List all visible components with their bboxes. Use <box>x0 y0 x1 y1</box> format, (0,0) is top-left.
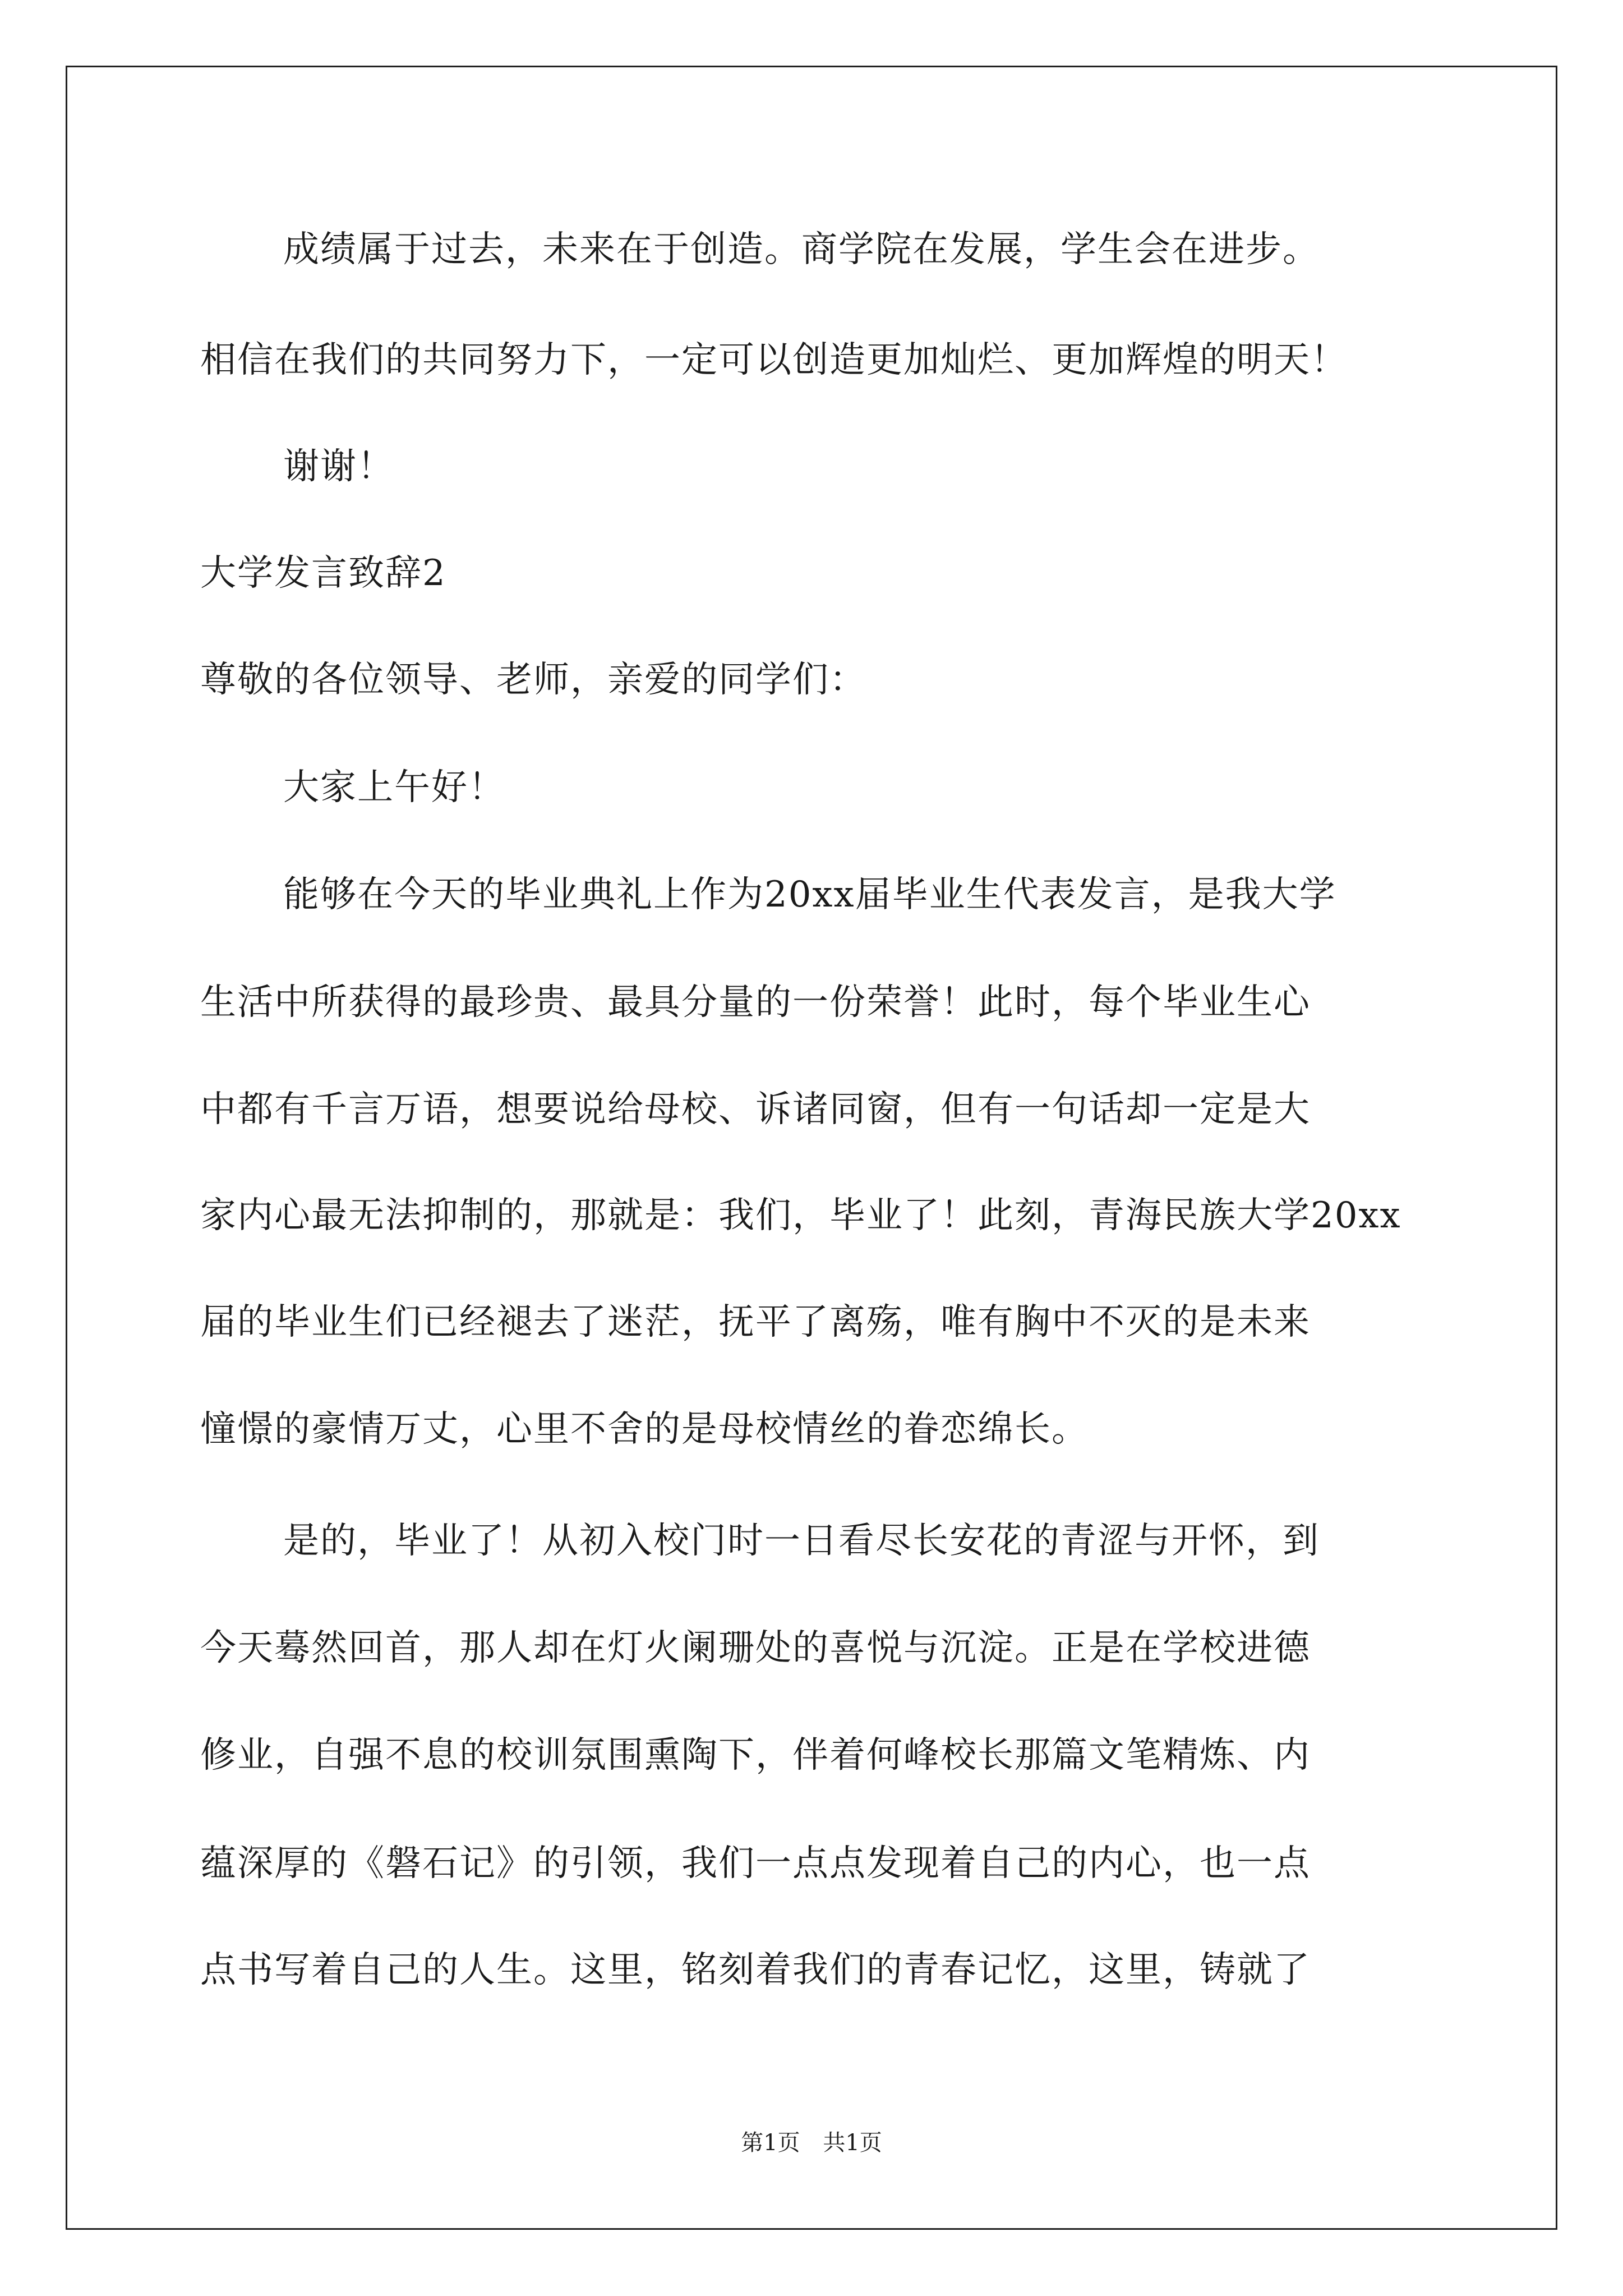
paragraph-line: 点书写着自己的人生。这里，铭刻着我们的青春记忆，这里，铸就了 <box>200 1949 1311 1991</box>
paragraph-line: 修业，自强不息的校训氛围熏陶下，伴着何峰校长那篇文笔精炼、内 <box>200 1734 1311 1776</box>
paragraph-line: 憧憬的豪情万丈，心里不舍的是母校情丝的眷恋绵长。 <box>200 1409 1089 1450</box>
paragraph-line: 相信在我们的共同努力下，一定可以创造更加灿烂、更加辉煌的明天！ <box>200 339 1348 381</box>
page-footer <box>0 2132 1623 2154</box>
salutation: 尊敬的各位领导、老师，亲爱的同学们： <box>200 659 866 701</box>
page-number-current: 第1页 <box>741 2130 800 2156</box>
page-number-total: 共1页 <box>823 2130 882 2156</box>
paragraph-line: 生活中所获得的最珍贵、最具分量的一份荣誉！此时，每个毕业生心 <box>200 982 1311 1023</box>
paragraph-line: 蕴深厚的《磐石记》的引领，我们一点点发现着自己的内心，也一点 <box>200 1843 1311 1884</box>
paragraph-line: 家内心最无法抑制的，那就是：我们，毕业了！此刻，青海民族大学20xx <box>200 1195 1401 1236</box>
paragraph-line: 谢谢！ <box>283 446 394 487</box>
paragraph-line: 届的毕业生们已经褪去了迷茫，抚平了离殇，唯有胸中不灭的是未来 <box>200 1301 1311 1343</box>
section-heading: 大学发言致辞2 <box>200 553 446 594</box>
page-border <box>66 66 1557 2230</box>
paragraph-line: 能够在今天的毕业典礼上作为20xx届毕业生代表发言，是我大学 <box>283 874 1336 915</box>
paragraph-line: 是的，毕业了！从初入校门时一日看尽长安花的青涩与开怀，到 <box>283 1520 1320 1562</box>
greeting: 大家上午好！ <box>283 767 505 808</box>
paragraph-line: 今天蓦然回首，那人却在灯火阑珊处的喜悦与沉淀。正是在学校进德 <box>200 1627 1311 1669</box>
paragraph-line: 成绩属于过去，未来在于创造。商学院在发展，学生会在进步。 <box>283 229 1320 270</box>
paragraph-line: 中都有千言万语，想要说给母校、诉诸同窗，但有一句话却一定是大 <box>200 1089 1311 1130</box>
